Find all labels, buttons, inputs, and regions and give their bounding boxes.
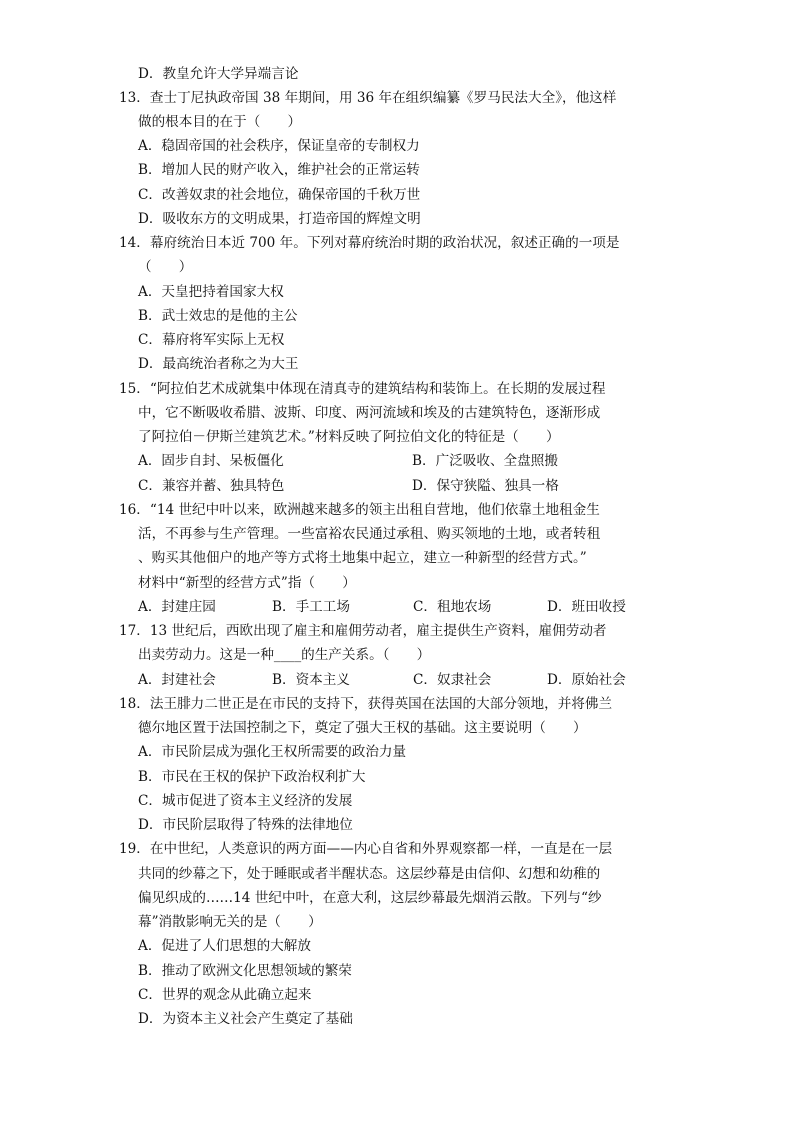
answer-option: D．市民阶层取得了特殊的法律地位 [138,817,353,833]
answer-option: B．市民在王权的保护下政治权利扩大 [138,769,366,785]
question-continuation: 幕”消散影响无关的是（ ） [138,914,322,930]
question-continuation: 出卖劳动力。这是一种____的生产关系。（ ） [138,647,431,663]
answer-option: C．兼容并蓄、独具特色 [138,478,285,494]
answer-option: B．手工工场 [272,599,350,615]
question-continuation: 材料中“新型的经营方式”指（ ） [138,575,356,591]
answer-option: A．稳固帝国的社会秩序，保证皇帝的专制权力 [138,138,420,154]
question-line: 17．13 世纪后，西欧出现了雇主和雇佣劳动者，雇主提供生产资料，雇佣劳动者 [119,623,607,639]
question-continuation: 共同的纱幕之下，处于睡眠或者半醒状态。这层纱幕是由信仰、幻想和幼稚的 [138,866,601,882]
answer-option: C．奴隶社会 [413,672,492,688]
answer-option: A．天皇把持着国家大权 [138,284,284,300]
answer-option: A．促进了人们思想的大解放 [138,938,311,954]
answer-option: B．推动了欧洲文化思想领域的繁荣 [138,963,352,979]
question-line: 15．“阿拉伯艺术成就集中体现在清真寺的建筑结构和装饰上。在长期的发展过程 [119,381,606,397]
answer-option: C．租地农场 [413,599,492,615]
question-line: 19．在中世纪，人类意识的两方面——内心自省和外界观察都一样，一直是在一层 [119,841,613,857]
answer-option: B．武士效忠的是他的主公 [138,308,298,324]
question-continuation: 了阿拉伯－伊斯兰建筑艺术。”材料反映了阿拉伯文化的特征是（ ） [138,429,560,445]
answer-option: D．保守狭隘、独具一格 [412,478,559,494]
answer-option: A．固步自封、呆板僵化 [138,453,284,469]
answer-option: B．资本主义 [272,672,350,688]
question-continuation: 活，不再参与生产管理。一些富裕农民通过承租、购买领地的土地，或者转租 [138,526,601,542]
answer-option: D．班田收授 [547,599,626,615]
answer-option: A．封建社会 [138,672,216,688]
answer-option: C．城市促进了资本主义经济的发展 [138,793,353,809]
question-line: 14．幕府统治日本近 700 年。下列对幕府统治时期的政治状况，叙述正确的一项是 [119,235,620,251]
answer-option: C．世界的观念从此确立起来 [138,987,312,1003]
question-continuation: 德尔地区置于法国控制之下，奠定了强大王权的基础。这主要说明（ ） [138,720,587,736]
question-line: 18．法王腓力二世正是在市民的支持下，获得英国在法国的大部分领地，并将佛兰 [119,696,613,712]
question-continuation: 做的根本目的在于（ ） [138,114,302,130]
question-continuation: 偏见织成的……14 世纪中叶，在意大利，这层纱幕最先烟消云散。下列与“纱 [138,890,602,906]
question-line: 13．查士丁尼执政帝国 38 年期间，用 36 年在组织编纂《罗马民法大全》，他这样 [119,90,617,106]
question-continuation: 中，它不断吸收希腊、波斯、印度、两河流域和埃及的古建筑特色，逐渐形成 [138,405,601,421]
answer-option: A．市民阶层成为强化王权所需要的政治力量 [138,744,407,760]
question-continuation: （ ） [138,259,193,275]
answer-option: D．吸收东方的文明成果，打造帝国的辉煌文明 [138,211,421,227]
question-continuation: 、购买其他佃户的地产等方式将土地集中起立，建立一种新型的经营方式。” [138,550,587,566]
answer-option: D．为资本主义社会产生奠定了基础 [138,1011,353,1027]
answer-option: B．广泛吸收、全盘照搬 [412,453,558,469]
answer-option: A．封建庄园 [138,599,216,615]
answer-option: D．最高统治者称之为大王 [138,356,299,372]
answer-option: B．增加人民的财产收入，维护社会的正常运转 [138,162,420,178]
answer-option: D．原始社会 [547,672,626,688]
answer-option: C．改善奴隶的社会地位，确保帝国的千秋万世 [138,187,421,203]
answer-option: C．幕府将军实际上无权 [138,332,285,348]
question-line: 16．“14 世纪中叶以来，欧洲越来越多的领主出租自营地，他们依靠土地租金生 [119,502,600,518]
answer-option: D．教皇允许大学异端言论 [138,66,299,82]
